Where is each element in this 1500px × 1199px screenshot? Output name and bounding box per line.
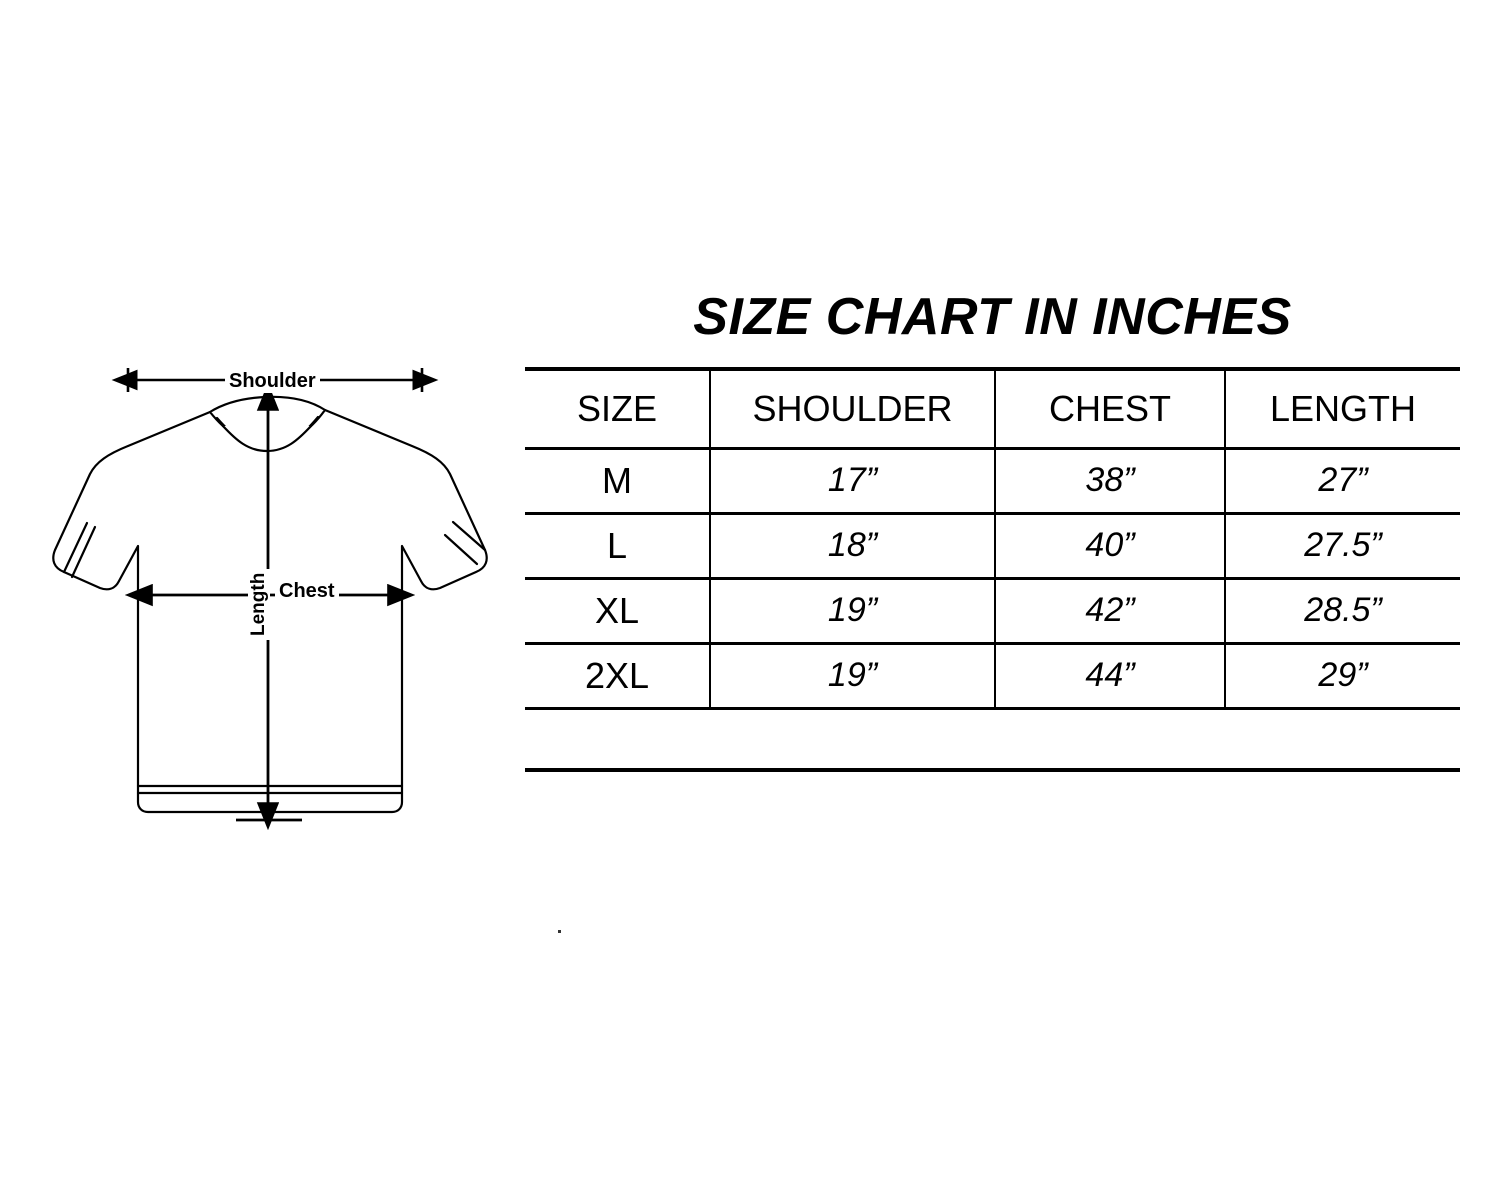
cell-length: 27” [1225, 448, 1460, 513]
column-header-shoulder: SHOULDER [710, 369, 995, 449]
table-row [525, 513, 1460, 578]
cell-length: 29” [1225, 643, 1460, 708]
shoulder-label: Shoulder [225, 370, 320, 393]
cell-chest: 42” [995, 578, 1225, 643]
cell-shoulder: 18” [710, 513, 995, 578]
page-title: SIZE CHART IN INCHES [693, 288, 1292, 346]
cell-size: XL [525, 578, 710, 643]
column-header-length: LENGTH [1225, 369, 1460, 449]
cell-length: 27.5” [1225, 513, 1460, 578]
length-label: Length [248, 569, 270, 640]
tshirt-measurement-diagram [40, 350, 510, 850]
cell-chest: 40” [995, 513, 1225, 578]
size-chart-table [525, 367, 1460, 710]
table-row [525, 448, 1460, 513]
table-row [525, 578, 1460, 643]
column-header-chest: CHEST [995, 369, 1225, 449]
table-footer-divider [525, 768, 1460, 772]
stray-mark [558, 930, 561, 933]
cell-size: 2XL [525, 643, 710, 708]
cell-length: 28.5” [1225, 578, 1460, 643]
column-header-size: SIZE [525, 369, 710, 449]
table-row [525, 643, 1460, 708]
cell-chest: 38” [995, 448, 1225, 513]
chest-label: Chest [275, 580, 339, 603]
size-chart [525, 290, 1460, 772]
cell-chest: 44” [995, 643, 1225, 708]
cell-shoulder: 19” [710, 643, 995, 708]
cell-size: L [525, 513, 710, 578]
cell-shoulder: 17” [710, 448, 995, 513]
cell-size: M [525, 448, 710, 513]
cell-shoulder: 19” [710, 578, 995, 643]
table-header-row [525, 369, 1460, 449]
